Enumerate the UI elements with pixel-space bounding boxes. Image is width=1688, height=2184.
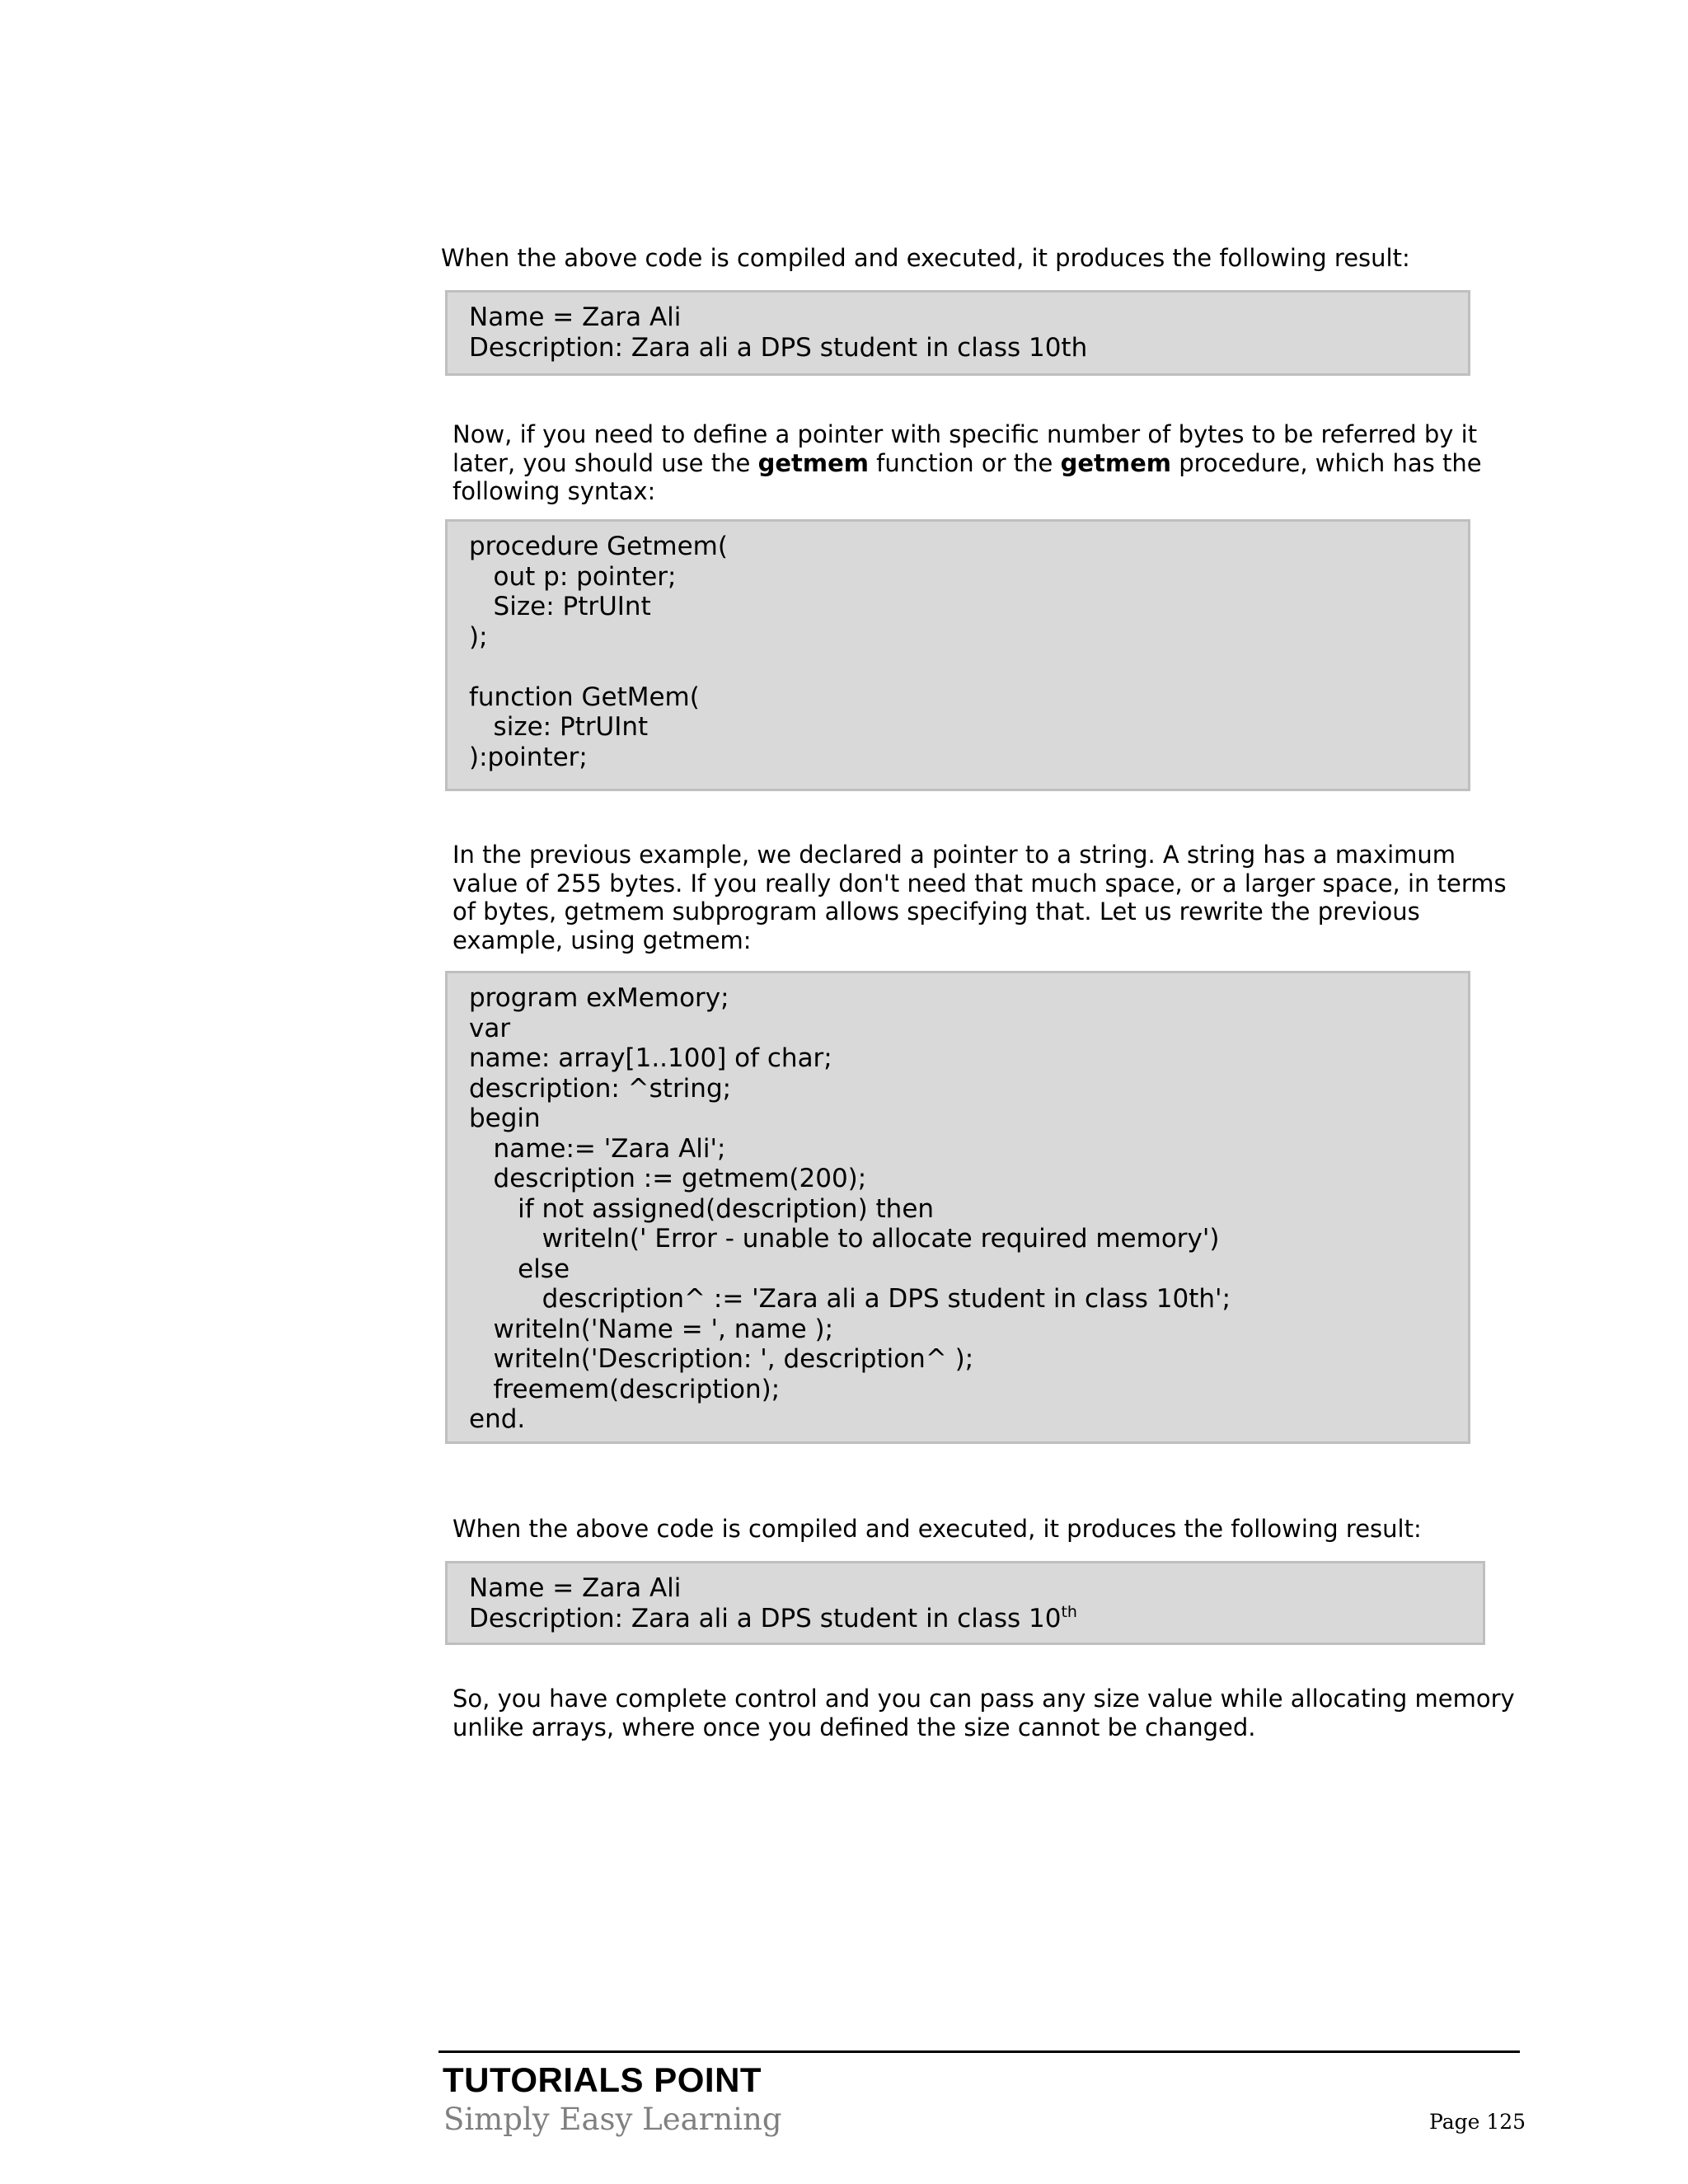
- syntax-code-box: [445, 519, 1470, 791]
- code-line: description^ := 'Zara ali a DPS student in class 10th';: [469, 1284, 1231, 1314]
- previous-example-paragraph: In the previous example, we declared a pointer to a string. A string has a maximum value of 255 bytes. If you really don't need that much space, or a larger space, in terms of bytes, getmem subprogram allows specifying that. Let us rewrite the previous example, using getmem:: [452, 841, 1507, 954]
- code-line: procedure Getmem(: [469, 532, 728, 561]
- code-line: name:= 'Zara Ali';: [469, 1133, 726, 1164]
- code-line: );: [469, 621, 488, 652]
- output-line: Description: Zara ali a DPS student in class 10th: [469, 332, 1088, 363]
- keyword-getmem: getmem: [757, 448, 869, 477]
- output-text: Description: Zara ali a DPS student in class 10: [469, 1603, 1062, 1633]
- code-line: program exMemory;: [469, 983, 729, 1013]
- code-line: end.: [469, 1404, 526, 1434]
- code-line: size: PtrUInt: [469, 712, 649, 742]
- code-line: ):pointer;: [469, 742, 588, 772]
- intro-result-text: When the above code is compiled and executed, it produces the following result:: [441, 244, 1410, 272]
- getmem-intro-paragraph: [452, 420, 1482, 506]
- footer-brand: TUTORIALS POINT: [443, 2060, 762, 2099]
- second-result-text: When the above code is compiled and executed, it produces the following result:: [452, 1515, 1422, 1543]
- code-line: function GetMem(: [469, 682, 700, 712]
- code-line: writeln('Description: ', description^ );: [469, 1344, 974, 1374]
- page-number: Page 125: [1429, 2110, 1526, 2134]
- code-line: var: [469, 1013, 511, 1043]
- output-box-1: [445, 290, 1470, 376]
- code-line: name: array[1..100] of char;: [469, 1043, 832, 1073]
- superscript-text: th: [1061, 1602, 1077, 1621]
- paragraph-text: Now, if you need to define a pointer with specific number of bytes to be referred by it later, you should use the: [452, 420, 1478, 477]
- conclusion-paragraph: So, you have complete control and you can pass any size value while allocating memory unlike arrays, where once you defined the size cannot be changed.: [452, 1685, 1515, 1741]
- output-line: [469, 1604, 1461, 1634]
- code-line: freemem(description);: [469, 1374, 781, 1404]
- code-line: description: ^string;: [469, 1073, 732, 1104]
- code-line: if not assigned(description) then: [469, 1193, 935, 1224]
- output-line: Name = Zara Ali: [469, 302, 682, 332]
- program-code-box: [445, 971, 1470, 1444]
- footer-divider: [438, 2050, 1520, 2053]
- keyword-getmem: getmem: [1060, 448, 1171, 477]
- code-line: [469, 652, 1447, 682]
- code-line: description := getmem(200);: [469, 1164, 867, 1193]
- paragraph-text: function or the: [868, 448, 1061, 477]
- output-line: Name = Zara Ali: [469, 1573, 682, 1603]
- code-line: Size: PtrUInt: [469, 592, 651, 621]
- code-line: begin: [469, 1104, 541, 1133]
- footer-tagline: Simply Easy Learning: [443, 2102, 782, 2137]
- code-line: else: [469, 1254, 570, 1284]
- code-line: out p: pointer;: [469, 561, 677, 592]
- paragraph-text: procedure, which has the following syntax:: [452, 448, 1482, 505]
- code-line: writeln('Name = ', name );: [469, 1314, 834, 1344]
- code-line: writeln(' Error - unable to allocate required memory'): [469, 1224, 1220, 1254]
- output-box-2: [445, 1561, 1485, 1645]
